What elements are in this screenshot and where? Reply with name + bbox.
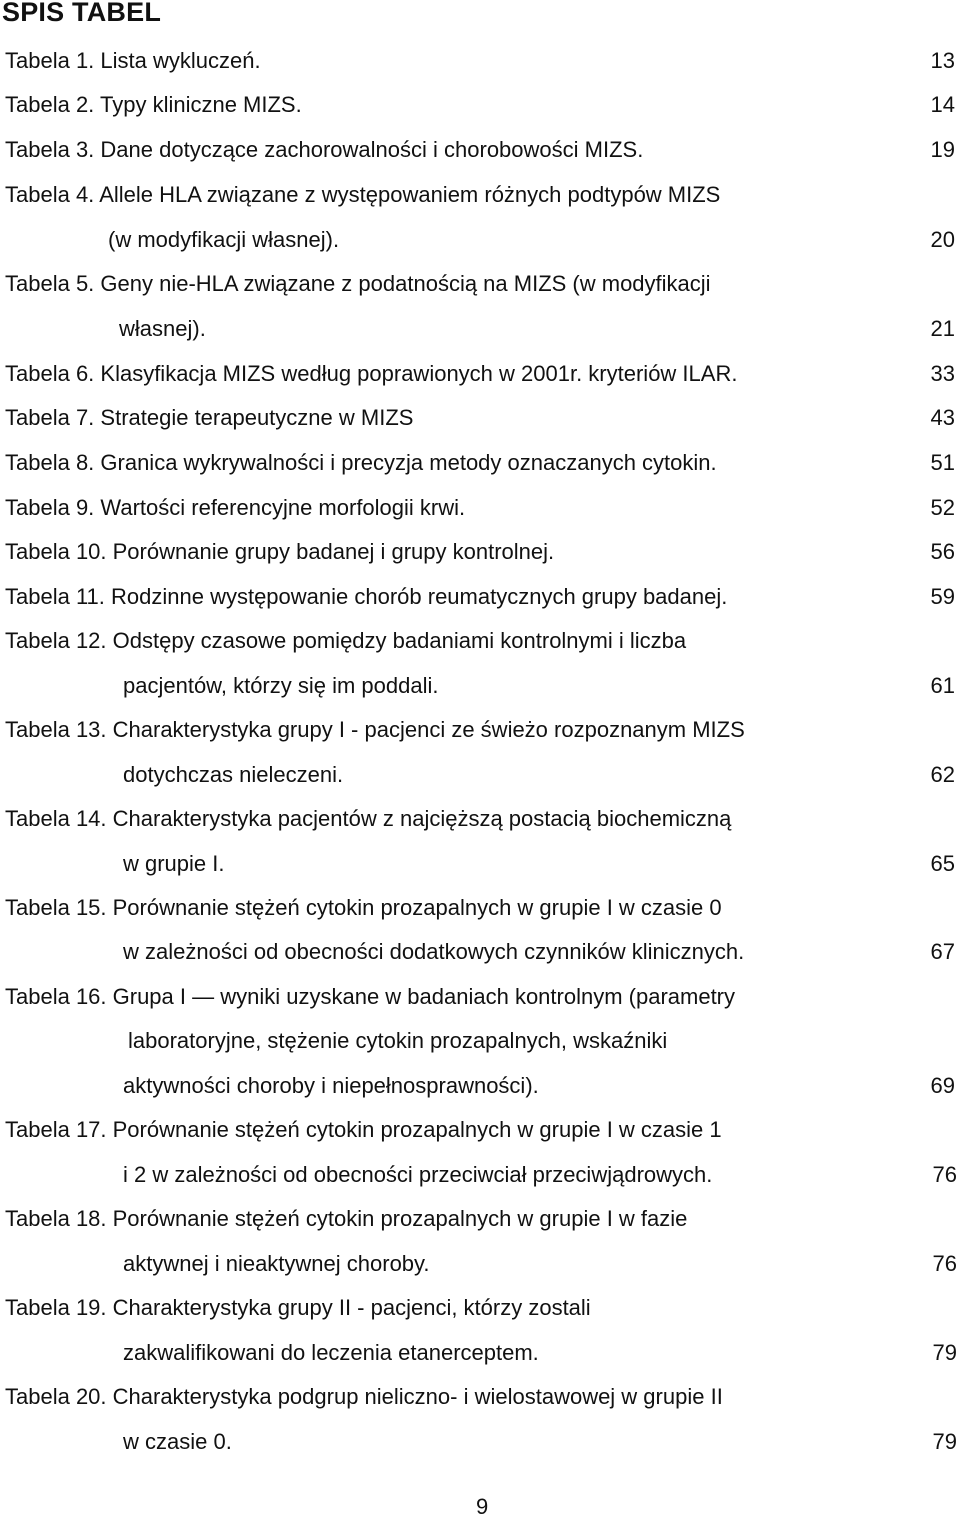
toc-entry-17-cont[interactable] <box>0 1160 960 1196</box>
toc-entry-title: Tabela 8. Granica wykrywalności i precyzja metody oznaczanych cytokin. <box>5 450 717 475</box>
toc-entry-title: Tabela 1. Lista wykluczeń. <box>5 48 261 73</box>
toc-entry-8[interactable] <box>0 448 960 484</box>
toc-entry-15[interactable] <box>0 893 960 929</box>
toc-entry-title-cont: w czasie 0. <box>123 1429 232 1454</box>
toc-entry-title: Tabela 7. Strategie terapeutyczne w MIZS <box>5 405 414 430</box>
toc-entry-1[interactable] <box>0 46 960 82</box>
toc-entry-page: 76 <box>932 1162 957 1187</box>
toc-entry-title: Tabela 18. Porównanie stężeń cytokin prozapalnych w grupie I w fazie <box>5 1206 688 1231</box>
toc-entry-4[interactable] <box>0 180 960 216</box>
toc-entry-page: 21 <box>930 316 955 341</box>
toc-entry-14-cont[interactable] <box>0 849 960 885</box>
toc-entry-page: 59 <box>930 584 955 609</box>
toc-entry-title: Tabela 12. Odstępy czasowe pomiędzy badaniami kontrolnymi i liczba <box>5 628 687 653</box>
toc-entry-19-cont[interactable] <box>0 1338 960 1374</box>
toc-entry-16[interactable] <box>0 982 960 1018</box>
toc-entry-title-cont: pacjentów, którzy się im poddali. <box>123 673 439 698</box>
page-title: SPIS TABEL <box>2 0 162 27</box>
toc-entry-page: 79 <box>932 1429 957 1454</box>
toc-entry-page: 62 <box>930 762 955 787</box>
toc-entry-title: Tabela 10. Porównanie grupy badanej i grupy kontrolnej. <box>5 539 555 564</box>
toc-entry-15-cont[interactable] <box>0 937 960 973</box>
toc-entry-9[interactable] <box>0 493 960 529</box>
toc-entry-18-cont[interactable] <box>0 1249 960 1285</box>
toc-entry-title: Tabela 2. Typy kliniczne MIZS. <box>5 92 302 117</box>
toc-entry-title: Tabela 15. Porównanie stężeń cytokin prozapalnych w grupie I w czasie 0 <box>5 895 722 920</box>
toc-entry-title-cont: aktywnej i nieaktywnej choroby. <box>123 1251 430 1276</box>
page-number: 9 <box>476 1494 489 1519</box>
toc-entry-5[interactable] <box>0 269 960 305</box>
toc-entry-3[interactable] <box>0 135 960 171</box>
toc-entry-11[interactable] <box>0 582 960 618</box>
toc-entry-18[interactable] <box>0 1204 960 1240</box>
toc-entry-page: 61 <box>930 673 955 698</box>
toc-entry-page: 69 <box>930 1073 955 1098</box>
toc-entry-title: Tabela 14. Charakterystyka pacjentów z najcięższą postacią biochemiczną <box>5 806 732 831</box>
toc-entry-10[interactable] <box>0 537 960 573</box>
toc-entry-2[interactable] <box>0 90 960 126</box>
toc-entry-page: 79 <box>932 1340 957 1365</box>
toc-entry-13[interactable] <box>0 715 960 751</box>
toc-entry-title: Tabela 17. Porównanie stężeń cytokin prozapalnych w grupie I w czasie 1 <box>5 1117 722 1142</box>
toc-entry-title-cont: zakwalifikowani do leczenia etanerceptem. <box>123 1340 539 1365</box>
toc-entry-title-cont: (w modyfikacji własnej). <box>108 227 340 252</box>
toc-entry-12[interactable] <box>0 626 960 662</box>
toc-entry-page: 20 <box>930 227 955 252</box>
toc-entry-title: Tabela 20. Charakterystyka podgrup nieliczno- i wielostawowej w grupie II <box>5 1384 723 1409</box>
toc-entry-page: 51 <box>930 450 955 475</box>
toc-entry-20[interactable] <box>0 1382 960 1418</box>
toc-entry-title-cont: aktywności choroby i niepełnosprawności). <box>123 1073 539 1098</box>
toc-entry-17[interactable] <box>0 1115 960 1151</box>
toc-entry-title-cont: laboratoryjne, stężenie cytokin prozapalnych, wskaźniki <box>128 1028 668 1053</box>
toc-entry-title: Tabela 4. Allele HLA związane z występowaniem różnych podtypów MIZS <box>5 182 721 207</box>
toc-entry-title-cont: i 2 w zależności od obecności przeciwciał przeciwjądrowych. <box>123 1162 713 1187</box>
toc-entry-5-cont[interactable] <box>0 314 960 350</box>
toc-entry-title: Tabela 13. Charakterystyka grupy I - pacjenci ze świeżo rozpoznanym MIZS <box>5 717 745 742</box>
toc-entry-title: Tabela 5. Geny nie-HLA związane z podatnością na MIZS (w modyfikacji <box>5 271 711 296</box>
toc-entry-title: Tabela 9. Wartości referencyjne morfologii krwi. <box>5 495 466 520</box>
toc-entry-page: 67 <box>930 939 955 964</box>
toc-entry-title-cont: w zależności od obecności dodatkowych czynników klinicznych. <box>123 939 745 964</box>
toc-entry-title: Tabela 11. Rodzinne występowanie chorób reumatycznych grupy badanej. <box>5 584 728 609</box>
toc-entry-title: Tabela 19. Charakterystyka grupy II - pacjenci, którzy zostali <box>5 1295 591 1320</box>
toc-entry-page: 33 <box>930 361 955 386</box>
toc-entry-20-cont[interactable] <box>0 1427 960 1463</box>
toc-entry-title-cont: w grupie I. <box>123 851 225 876</box>
toc-entry-13-cont[interactable] <box>0 760 960 796</box>
toc-entry-page: 13 <box>930 48 955 73</box>
toc-entry-page: 65 <box>930 851 955 876</box>
toc-entry-16-cont2[interactable] <box>0 1071 960 1107</box>
toc-entry-16-cont[interactable] <box>0 1026 960 1062</box>
toc-entry-page: 14 <box>930 92 955 117</box>
toc-entry-19[interactable] <box>0 1293 960 1329</box>
toc-entry-page: 56 <box>930 539 955 564</box>
toc-entry-page: 19 <box>930 137 955 162</box>
toc-entry-title: Tabela 16. Grupa I — wyniki uzyskane w badaniach kontrolnym (parametry <box>5 984 736 1009</box>
toc-entry-6[interactable] <box>0 359 960 395</box>
toc-entry-14[interactable] <box>0 804 960 840</box>
toc-entry-title: Tabela 6. Klasyfikacja MIZS według poprawionych w 2001r. kryteriów ILAR. <box>5 361 738 386</box>
toc-entry-12-cont[interactable] <box>0 671 960 707</box>
toc-entry-7[interactable] <box>0 403 960 439</box>
toc-entry-4-cont[interactable] <box>0 225 960 261</box>
toc-entry-page: 52 <box>930 495 955 520</box>
toc-entry-title-cont: dotychczas nieleczeni. <box>123 762 344 787</box>
toc-entry-page: 76 <box>932 1251 957 1276</box>
toc-entry-title-cont: własnej). <box>119 316 206 341</box>
toc-entry-title: Tabela 3. Dane dotyczące zachorowalności i chorobowości MIZS. <box>5 137 644 162</box>
toc-entry-page: 43 <box>930 405 955 430</box>
